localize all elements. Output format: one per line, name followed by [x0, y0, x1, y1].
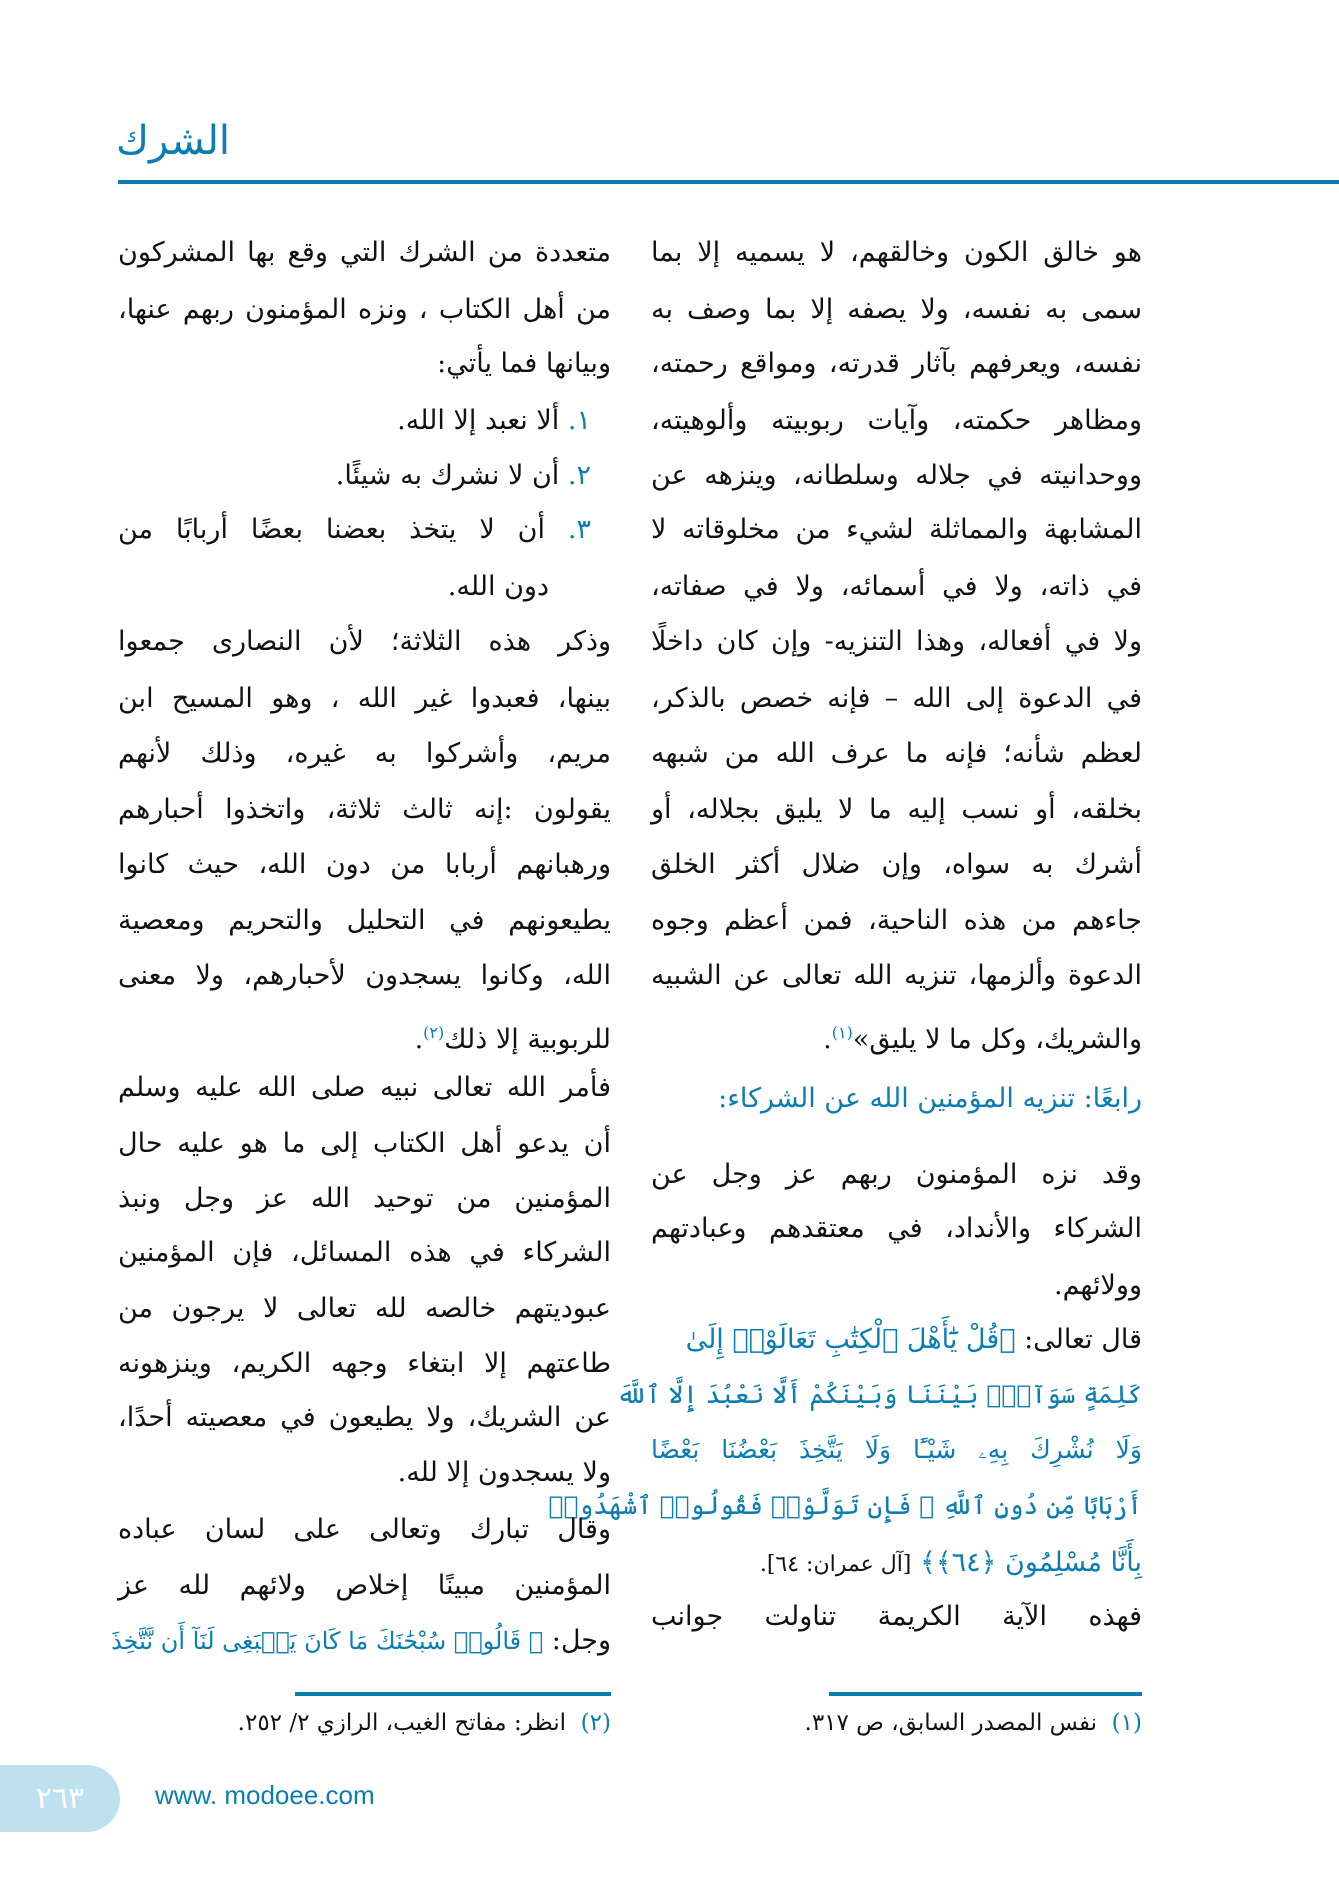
- text-line: عبوديتهم خالصه لله تعالى لا يرجون من: [118, 1293, 611, 1324]
- text-span: قال تعالى:: [1015, 1324, 1142, 1355]
- footnote-1: [651, 1705, 1142, 1741]
- text-line: وبيانها فما يأتي:: [437, 348, 611, 379]
- list-text: ألا نعبد إلا الله.: [397, 405, 568, 436]
- text-line: فهذه الآية الكريمة تناولت جوانب: [651, 1601, 1142, 1632]
- text-line: الشركاء والأنداد، في معتقدهم وعبادتهم: [651, 1213, 1142, 1244]
- footnote-ref[interactable]: (٢): [423, 1023, 445, 1042]
- text-line: المؤمنين من توحيد الله عز وجل ونبذ: [118, 1183, 611, 1214]
- text-line: نفسه، ويعرفهم بآثار قدرته، ومواقع رحمته،: [651, 348, 1142, 379]
- text-line: أن يدعو أهل الكتاب إلى ما هو عليه حال: [118, 1128, 611, 1159]
- footnote-number: (١): [1111, 1710, 1142, 1736]
- text-line: [111, 1613, 611, 1669]
- section-heading: رابعًا: تنزيه المؤمنين الله عن الشركاء:: [718, 1083, 1142, 1114]
- quran-verse: ﴿ قَالُوا۟ سُبْحَٰنَكَ مَا كَانَ يَنۢبَغِى لَنَآ أَن نَّتَّخِذَ: [111, 1627, 544, 1655]
- footnote-rule: [295, 1692, 611, 1696]
- text-line: يقولون :إنه ثالث ثلاثة، واتخذوا أحبارهم: [118, 794, 611, 825]
- text-line: بخلقه، أو نسب إليه ما لا يليق بجلاله، أو: [651, 794, 1142, 825]
- text-line: سمى به نفسه، ولا يصفه إلا بما وصف به: [651, 294, 1142, 325]
- text-line: أشرك به سواه، وإن ضلال أكثر الخلق: [651, 849, 1142, 880]
- quran-line: كَلِمَةٍ سَوَآءٍۭ بَيْنَنَا وَبَيْنَكُمْ أَلَّا نَعْبُدَ إِلَّا ٱللَّهَ: [616, 1380, 1142, 1409]
- header-rule: [118, 180, 1339, 184]
- footnote-ref[interactable]: (١): [831, 1023, 853, 1042]
- text-line: عن الشريك، ولا يطيعون في معصيته أحدًا،: [118, 1402, 611, 1433]
- text-line: [651, 1312, 1142, 1368]
- footnote-text: نفس المصدر السابق، ص ٣١٧.: [804, 1710, 1098, 1736]
- chapter-title: الشرك: [116, 118, 231, 164]
- text-line: الشركاء في هذه المسائل، فإن المؤمنين: [118, 1237, 611, 1268]
- list-text: أن لا يتخذ بعضنا بعضًا أربابًا من: [118, 514, 568, 545]
- page-number: ٢٦٣: [0, 1765, 120, 1832]
- text-line: ومظاهر حكمته، وآيات ربوبيته وألوهيته،: [651, 405, 1142, 436]
- text-line: طاعتهم إلا ابتغاء وجهه الكريم، وينزهونه: [118, 1348, 611, 1379]
- text-line: وقال تبارك وتعالى على لسان عباده: [118, 1514, 611, 1545]
- footnote-text: انظر: مفاتح الغيب، الرازي ٢/ ٢٥٢.: [237, 1710, 567, 1736]
- list-item: [118, 393, 611, 449]
- text-line: ورهبانهم أربابا من دون الله، حيث كانوا: [118, 849, 611, 880]
- text-line: من أهل الكتاب ، ونزه المؤمنون ربهم عنها،: [118, 294, 611, 325]
- text-line: الدعوة وألزمها، تنزيه الله تعالى عن الشبيه: [651, 960, 1142, 991]
- website-link[interactable]: www. modoee.com: [155, 1780, 375, 1810]
- text-line: للربوبية إلا ذلك$^{(٢)}$.: [414, 1023, 611, 1055]
- text-line: ولا في أفعاله، وهذا التنزيه- وإن كان داخلًا: [651, 626, 1142, 657]
- text-line: يطيعونهم في التحليل والتحريم ومعصية: [118, 905, 611, 936]
- text-line: وقد نزه المؤمنون ربهم عز وجل عن: [651, 1159, 1142, 1190]
- quran-line: وَلَا نُشْرِكَ بِهِۦ شَيْـًٔا وَلَا يَتَّخِذَ بَعْضُنَا بَعْضًا: [651, 1435, 1142, 1464]
- text-line: المشابهة والمماثلة لشيء من مخلوقاته لا: [651, 514, 1142, 545]
- text-line: المؤمنين مبينًا إخلاص ولائهم لله عز: [118, 1570, 611, 1601]
- text-line: لعظم شأنه؛ فإنه ما عرف الله من شبهه: [651, 738, 1142, 769]
- text-line: بينها، فعبدوا غير الله ، وهو المسيح ابن: [118, 683, 611, 714]
- text-line: متعددة من الشرك التي وقع بها المشركون: [118, 237, 611, 268]
- text-span: وجل:: [543, 1625, 611, 1656]
- footnote-number: (٢): [580, 1710, 611, 1736]
- text-line: جاءهم من هذه الناحية، فمن أعظم وجوه: [651, 905, 1142, 936]
- text-line: دون الله.: [447, 571, 549, 602]
- text-line: ووحدانيته في جلاله وسلطانه، وينزهه عن: [651, 460, 1142, 491]
- text-line: والشريك، وكل ما لا يليق»$^{(١)}$.: [823, 1023, 1142, 1055]
- list-text: أن لا نشرك به شيئًا.: [335, 460, 568, 491]
- list-number: ٢.: [567, 460, 591, 491]
- text-line: وولائهم.: [1054, 1270, 1142, 1301]
- quran-line: بِأَنَّا مُسْلِمُونَ ﴿٦٤﴾﴾: [920, 1547, 1142, 1578]
- text-line: الله، وكانوا يسجدون لأحبارهم، ولا معنى: [118, 960, 611, 991]
- text-line: هو خالق الكون وخالقهم، لا يسميه إلا بما: [651, 237, 1142, 268]
- text-line: فأمر الله تعالى نبيه صلى الله عليه وسلم: [118, 1072, 611, 1103]
- quran-verse: ﴿قُلْ يَٰٓأَهْلَ ٱلْكِتَٰبِ تَعَالَوْا۟ إِلَىٰ: [685, 1324, 1016, 1355]
- verse-reference: [آل عمران: ٦٤].: [759, 1552, 912, 1577]
- list-number: ١.: [567, 405, 591, 436]
- footnote-rule: [829, 1692, 1142, 1696]
- text-line: في الدعوة إلى الله – فإنه خصص بالذكر،: [651, 683, 1142, 714]
- list-number: ٣.: [567, 514, 591, 545]
- text-line: [651, 1535, 1142, 1591]
- list-item: [118, 502, 611, 558]
- list-item: [118, 448, 611, 504]
- text-span: للربوبية إلا ذلك: [444, 1024, 611, 1055]
- footnote-2: [118, 1705, 611, 1741]
- text-span: والشريك، وكل ما لا يليق»: [852, 1024, 1142, 1055]
- text-line: ولا يسجدون إلا لله.: [397, 1457, 611, 1488]
- text-line: في ذاته، ولا في أسمائه، ولا في صفاته،: [651, 571, 1142, 602]
- quran-line: أَرْبَابًا مِّن دُونِ ٱللَّهِ ۚ فَإِن تَوَلَّوْا۟ فَقُولُوا۟ ٱشْهَدُوا۟: [548, 1491, 1142, 1520]
- text-line: وذكر هذه الثلاثة؛ لأن النصارى جمعوا: [118, 626, 611, 657]
- text-line: مريم، وأشركوا به غيره، وذلك لأنهم: [118, 738, 611, 769]
